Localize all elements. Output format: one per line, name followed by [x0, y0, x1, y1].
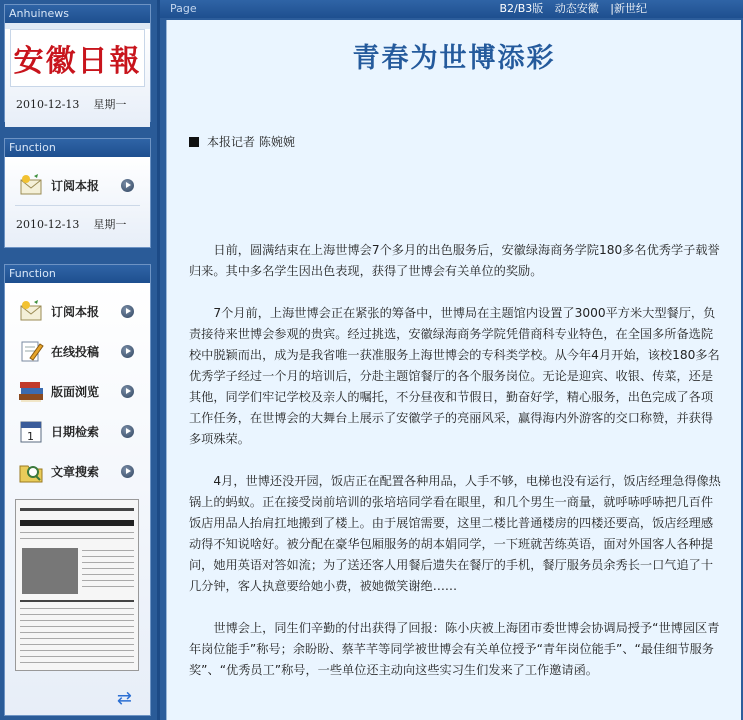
search-folder-icon — [17, 457, 45, 485]
page-edition-link[interactable]: B2/B3版 — [499, 2, 544, 15]
anhui-news-link[interactable]: 动态安徽 — [554, 2, 599, 15]
refresh-icon[interactable]: ⇄ — [116, 688, 132, 709]
arrow-right-icon — [121, 345, 134, 358]
svg-text:1: 1 — [27, 430, 34, 443]
weekday-value: 星期一 — [93, 98, 127, 111]
menu-date-search[interactable] — [5, 411, 150, 451]
pen-icon — [17, 337, 45, 365]
article-title: 青春为世博添彩 — [352, 43, 556, 74]
menu-browse-pages[interactable] — [5, 371, 150, 411]
menu-label: 日期检索 — [51, 424, 100, 439]
panel-title: Function — [5, 265, 150, 283]
weekday-value: 星期一 — [93, 218, 127, 231]
arrow-right-icon — [121, 305, 134, 318]
menu-label: 订阅本报 — [51, 304, 100, 319]
issue-date — [5, 206, 150, 232]
article-paragraph: 7个月前，上海世博会正在紧张的筹备中，世博局在主题馆内设置了3000平方米大型餐厅，负责接待来世博会参观的贵宾。经过挑选，安徽绿海商务学院凭借商科专业特色，在全国多所备选院校中脱颖而出，成为是我省唯一获准服务上海世博会的专科类学校。从今年4月开始，该校180多名优秀学子经过一个月的培训后，分赴主题馆餐厅的各个服务岗位。无论是迎宾、收银、传菜，还是其他，同学们牢记学校及亲人的嘱托，不分昼夜和节假日，勤奋好学，精心服务，出色完成了各项工作任务，在世博会的大舞台上展示了安徽学子的亮丽风采，赢得海内外游客的交口称赞，并获得多项殊荣。 — [189, 306, 720, 446]
header-links — [491, 0, 647, 18]
newspaper-info-panel — [4, 4, 151, 122]
bullet-square-icon — [189, 137, 199, 147]
menu-label: 版面浏览 — [51, 384, 100, 399]
date-value: 2010-12-13 — [16, 218, 80, 231]
menu-label: 文章搜索 — [51, 464, 100, 479]
arrow-right-icon — [121, 465, 134, 478]
subscribe-button[interactable] — [5, 165, 150, 205]
menu-subscribe[interactable] — [5, 291, 150, 331]
newspaper-logo[interactable] — [10, 29, 145, 87]
article-byline — [189, 133, 295, 150]
main-content-area — [160, 0, 743, 720]
menu-label: 在线投稿 — [51, 344, 100, 359]
calendar-icon — [17, 417, 45, 445]
page-thumbnail[interactable] — [15, 499, 139, 671]
logo-text: 安徽日報 — [13, 44, 142, 79]
subscribe-label: 订阅本报 — [51, 178, 100, 193]
books-icon — [17, 377, 45, 405]
arrow-right-icon — [121, 179, 134, 192]
article-paragraph: 4月，世博还没开园，饭店正在配置各种用品，人手不够，电梯也没有运行，饭店经理急得像热锅上的蚂蚁。正在接受岗前培训的张培培同学看在眼里，和几个男生一商量，就呼哧呼哧把几百件饭店用品人抬肩扛地搬到了楼上。由于展馆需要，这里二楼比普通楼房的四楼还要高，饭店经理感动得不知说啥好。被分配在豪华包厢服务的胡本娟同学，一下班就苦练英语，面对外国客人各种提问，她用英语对答如流；为了送还客人用餐后遗失在餐厅的手机，餐厅服务员余秀长一口气追了十几分钟，客人执意要给她小费，被她微笑谢绝…… — [189, 474, 721, 593]
article-body — [189, 240, 721, 702]
article-paragraph: 世博会上，同生们辛勤的付出获得了回报：陈小庆被上海团市委世博会协调局授予“世博园区青年岗位能手”称号；余盼盼、蔡芊芊等同学被世博会有关单位授予“青年岗位能手”、“最佳细节服务奖”、“优秀员工”称号，一些单位还主动向这些实习生们发来了工作邀请函。 — [189, 621, 720, 677]
panel-title: Anhuinews — [5, 5, 150, 23]
new-century-link[interactable]: |新世纪 — [610, 2, 647, 15]
issue-date — [5, 87, 150, 112]
left-sidebar — [0, 0, 157, 720]
envelope-icon — [17, 171, 45, 199]
date-value: 2010-12-13 — [16, 98, 80, 111]
function-panel-2 — [4, 264, 151, 716]
function-panel-1 — [4, 138, 151, 248]
page-header — [160, 0, 743, 18]
byline-text: 本报记者 陈婉婉 — [207, 135, 295, 149]
panel-title: Function — [5, 139, 150, 157]
menu-article-search[interactable] — [5, 451, 150, 491]
arrow-right-icon — [121, 425, 134, 438]
menu-submit-article[interactable] — [5, 331, 150, 371]
article-paragraph: 日前，圆满结束在上海世博会7个多月的出色服务后，安徽绿海商务学院180多名优秀学子载誉归来。其中多名学生因出色表现，获得了世博会有关单位的奖励。 — [189, 243, 720, 278]
header-title: Page — [170, 2, 197, 15]
envelope-icon — [17, 297, 45, 325]
arrow-right-icon — [121, 385, 134, 398]
article-panel — [166, 20, 741, 720]
